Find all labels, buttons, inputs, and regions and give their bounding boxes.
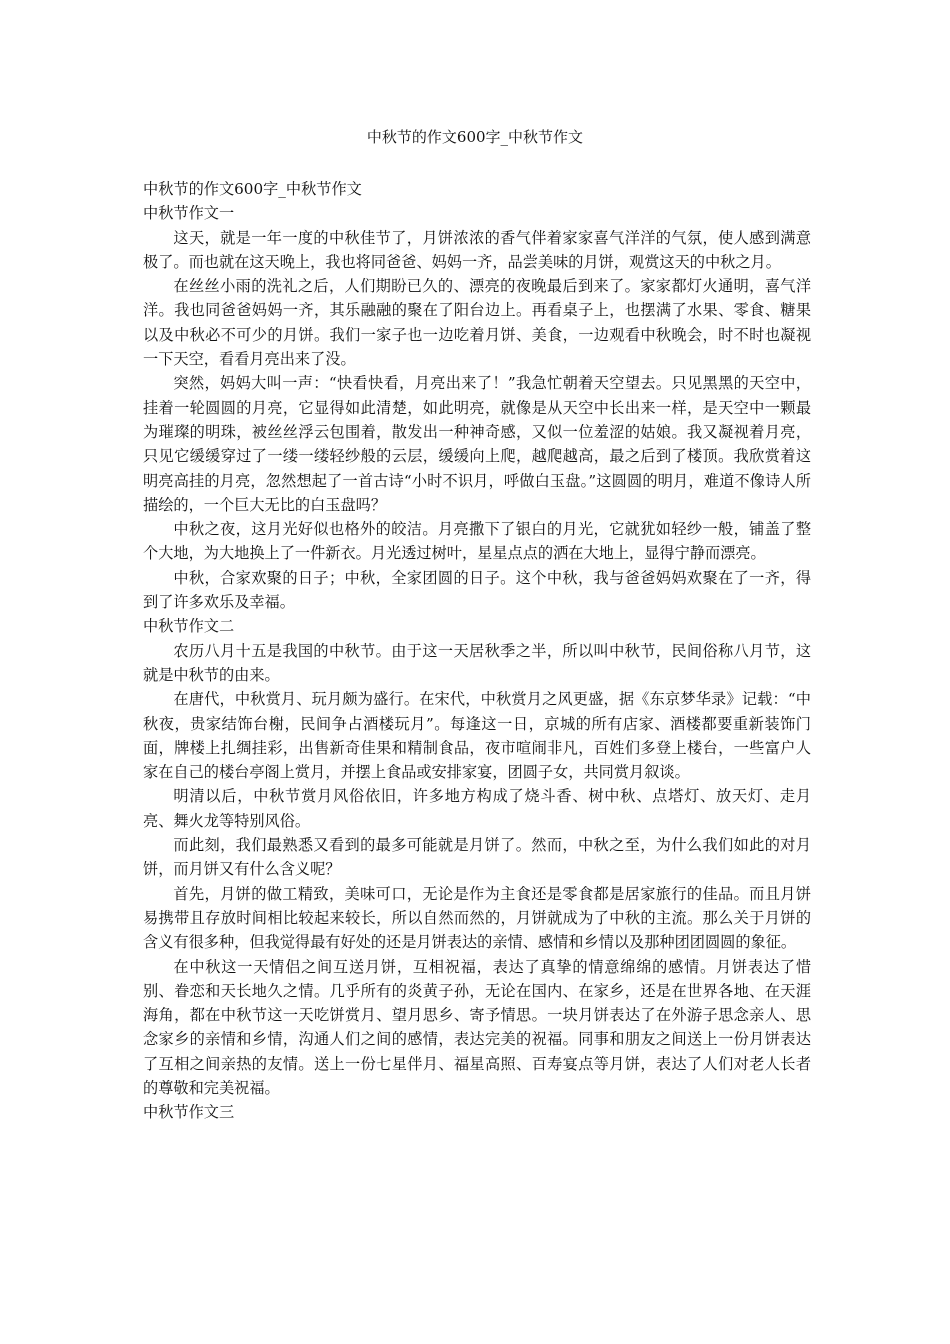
section-heading-3: 中秋节作文三 xyxy=(143,1103,235,1122)
document-body xyxy=(143,177,811,1125)
paragraph: 在丝丝小雨的洗礼之后，人们期盼已久的、漂亮的夜晚最后到来了。家家都灯火通明，喜气洋洋。我也同爸爸妈妈一齐，其乐融融的聚在了阳台边上。再看桌子上，也摆满了水果、零食、糖果以及中秋必不可少的月饼。我们一家子也一边吃着月饼、美食，一边观看中秋晚会，时不时也凝视一下天空，看看月亮出来了没。 xyxy=(143,277,811,369)
paragraph: 中秋之夜，这月光好似也格外的皎洁。月亮撒下了银白的月光，它就犹如轻纱一般，铺盖了整个大地，为大地换上了一件新衣。月光透过树叶，星星点点的洒在大地上，显得宁静而漂亮。 xyxy=(143,520,811,563)
paragraph: 中秋，合家欢聚的日子；中秋，全家团圆的日子。这个中秋，我与爸爸妈妈欢聚在了一齐，得到了许多欢乐及幸福。 xyxy=(143,568,811,612)
paragraph: 在中秋这一天情侣之间互送月饼，互相祝福，表达了真挚的情意绵绵的感情。月饼表达了惜别、眷恋和天长地久之情。几乎所有的炎黄子孙，无论在国内、在家乡，还是在世界各地、在天涯海角，都在中秋节这一天吃饼赏月、望月思乡、寄予情思。一块月饼表达了在外游子思念亲人、思念家乡的亲情和乡情，沟通人们之间的感情，表达完美的祝福。同事和朋友之间送上一份月饼表达了互相之间亲热的友情。送上一份七星伴月、福星高照、百寿宴点等月饼，表达了人们对老人长者的尊敬和完美祝福。 xyxy=(143,957,811,1097)
paragraph: 农历八月十五是我国的中秋节。由于这一天居秋季之半，所以叫中秋节，民间俗称八月节，这就是中秋节的由来。 xyxy=(143,641,811,684)
paragraph: 这天，就是一年一度的中秋佳节了，月饼浓浓的香气伴着家家喜气洋洋的气氛，使人感到满意极了。而也就在这天晚上，我也将同爸爸、妈妈一齐，品尝美味的月饼，观赏这天的中秋之月。 xyxy=(143,228,811,271)
section-heading-1: 中秋节作文一 xyxy=(143,204,235,223)
paragraph: 首先，月饼的做工精致，美味可口，无论是作为主食还是零食都是居家旅行的佳品。而且月饼易携带且存放时间相比较起来较长，所以自然而然的，月饼就成为了中秋的主流。那么关于月饼的含义有很多种，但我觉得最有好处的还是月饼表达的亲情、感情和乡情以及那种团团圆圆的象征。 xyxy=(143,884,811,952)
paragraph: 突然，妈妈大叫一声：“快看快看，月亮出来了！”我急忙朝着天空望去。只见黑黑的天空中，挂着一轮圆圆的月亮，它显得如此清楚，如此明亮，就像是从天空中长出来一样，是天空中一颗最为璀璨的明珠，被丝丝浮云包围着，散发出一种神奇感，又似一位羞涩的姑娘。我又凝视着月亮，只见它缓缓穿过了一缕一缕轻纱般的云层，缓缓向上爬，越爬越高，最之后到了楼顶。我欣赏着这明亮高挂的月亮，忽然想起了一首古诗“小时不识月，呼做白玉盘。”这圆圆的明月，难道不像诗人所描绘的，一个巨大无比的白玉盘吗？ xyxy=(143,374,811,514)
paragraph: 明清以后，中秋节赏月风俗依旧，许多地方构成了烧斗香、树中秋、点塔灯、放天灯、走月亮、舞火龙等特别风俗。 xyxy=(143,787,811,830)
paragraph: 而此刻，我们最熟悉又看到的最多可能就是月饼了。然而，中秋之至，为什么我们如此的对月饼，而月饼又有什么含义呢？ xyxy=(143,836,811,879)
document-title: 中秋节的作文600字_中秋节作文 xyxy=(366,128,584,146)
document-subtitle: 中秋节的作文600字_中秋节作文 xyxy=(143,180,362,198)
section-heading-2: 中秋节作文二 xyxy=(143,617,235,636)
paragraph: 在唐代，中秋赏月、玩月颇为盛行。在宋代，中秋赏月之风更盛，据《东京梦华录》记载：“中秋夜，贵家结饰台榭，民间争占酒楼玩月”。每逢这一日，京城的所有店家、酒楼都要重新装饰门面，牌楼上扎绸挂彩，出售新奇佳果和精制食品，夜市喧闹非凡，百姓们多登上楼台，一些富户人家在自己的楼台亭阁上赏月，并摆上食品或安排家宴，团圆子女，共同赏月叙谈。 xyxy=(143,690,811,782)
